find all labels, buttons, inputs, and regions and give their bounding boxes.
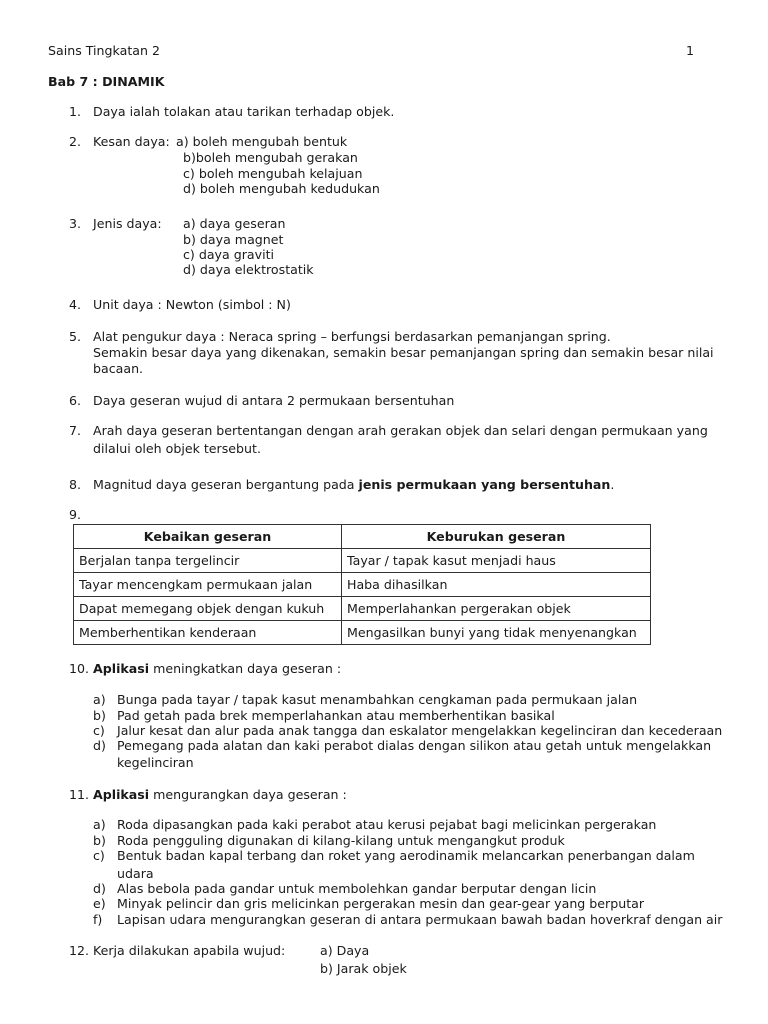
item-10-number: 10. xyxy=(69,661,90,676)
list-marker: a) xyxy=(93,692,106,707)
list-marker: b) xyxy=(93,833,106,848)
item-11-rest: mengurangkan daya geseran : xyxy=(149,787,347,802)
list-marker: c) xyxy=(93,723,105,738)
list-item: Alas bebola pada gandar untuk membolehkan gandar berputar dengan licin xyxy=(117,881,597,896)
item-10-heading xyxy=(93,661,341,677)
list-marker: a) xyxy=(93,817,106,832)
item-11-bold: Aplikasi xyxy=(93,787,150,802)
item-11-heading xyxy=(93,787,347,803)
table-row xyxy=(74,549,651,573)
item-7-number: 7. xyxy=(69,423,82,438)
item-1-text: Daya ialah tolakan atau tarikan terhadap objek. xyxy=(93,104,395,119)
table-cell: Memberhentikan kenderaan xyxy=(74,621,342,645)
item-6-text: Daya geseran wujud di antara 2 permukaan bersentuhan xyxy=(93,393,455,408)
list-item: Lapisan udara mengurangkan geseran di antara permukaan bawah badan hoverkraf dengan air xyxy=(117,912,723,927)
item-8-text xyxy=(93,477,614,493)
table-cell: Tayar / tapak kasut menjadi haus xyxy=(342,549,651,573)
list-item: Roda pengguling digunakan di kilang-kilang untuk mengangkut produk xyxy=(117,833,565,848)
item-2-option: c) boleh mengubah kelajuan xyxy=(183,166,363,181)
table-cell: Tayar mencengkam permukaan jalan xyxy=(74,573,342,597)
item-2-option: b)boleh mengubah gerakan xyxy=(183,150,358,165)
table-row xyxy=(74,573,651,597)
item-8-pre: Magnitud daya geseran bergantung pada xyxy=(93,477,359,492)
item-7-line: Arah daya geseran bertentangan dengan arah gerakan objek dan selari dengan permukaan yang xyxy=(93,423,708,438)
table-row xyxy=(74,621,651,645)
list-item-continued: udara xyxy=(117,866,154,881)
header-title: Sains Tingkatan 2 xyxy=(48,43,160,58)
item-2-option: d) boleh mengubah kedudukan xyxy=(183,181,380,196)
list-marker: d) xyxy=(93,738,106,753)
item-5-line: Semakin besar daya yang dikenakan, semakin besar pemanjangan spring dan semakin besar nilai xyxy=(93,345,714,360)
table-cell: Mengasilkan bunyi yang tidak menyenangkan xyxy=(342,621,651,645)
item-1-number: 1. xyxy=(69,104,82,119)
list-marker: e) xyxy=(93,896,106,911)
page-number: 1 xyxy=(686,43,695,58)
table-cell: Memperlahankan pergerakan objek xyxy=(342,597,651,621)
item-2-label: Kesan daya: xyxy=(93,134,170,149)
table-cell: Berjalan tanpa tergelincir xyxy=(74,549,342,573)
list-item: Bunga pada tayar / tapak kasut menambahkan cengkaman pada permukaan jalan xyxy=(117,692,638,707)
list-item: Minyak pelincir dan gris melicinkan pergerakan mesin dan gear-gear yang berputar xyxy=(117,896,645,911)
item-6-number: 6. xyxy=(69,393,82,408)
table-header-cell: Keburukan geseran xyxy=(342,525,651,549)
item-9-number: 9. xyxy=(69,507,82,522)
item-12-number: 12. xyxy=(69,943,90,958)
list-marker: d) xyxy=(93,881,106,896)
table-header-cell: Kebaikan geseran xyxy=(74,525,342,549)
list-marker: f) xyxy=(93,912,103,927)
table-header-row xyxy=(74,525,651,549)
item-3-option: d) daya elektrostatik xyxy=(183,262,314,277)
item-10-bold: Aplikasi xyxy=(93,661,150,676)
item-4-text: Unit daya : Newton (simbol : N) xyxy=(93,297,291,312)
chapter-title: Bab 7 : DINAMIK xyxy=(48,74,165,89)
item-4-number: 4. xyxy=(69,297,82,312)
friction-table xyxy=(73,524,651,645)
item-5-number: 5. xyxy=(69,329,82,344)
item-5-line: Alat pengukur daya : Neraca spring – berfungsi berdasarkan pemanjangan spring. xyxy=(93,329,611,344)
item-12-option: b) Jarak objek xyxy=(320,961,407,976)
list-item: Roda dipasangkan pada kaki perabot atau kerusi pejabat bagi melicinkan pergerakan xyxy=(117,817,657,832)
item-2-option: a) boleh mengubah bentuk xyxy=(176,134,348,149)
list-item: Pad getah pada brek memperlahankan atau memberhentikan basikal xyxy=(117,708,555,723)
item-11-number: 11. xyxy=(69,787,90,802)
item-8-post: . xyxy=(610,477,615,492)
list-marker: c) xyxy=(93,848,105,863)
list-item-continued: kegelinciran xyxy=(117,755,194,770)
table-cell: Haba dihasilkan xyxy=(342,573,651,597)
item-10-rest: meningkatkan daya geseran : xyxy=(149,661,342,676)
item-12-label: Kerja dilakukan apabila wujud: xyxy=(93,943,286,958)
item-8-bold: jenis permukaan yang bersentuhan xyxy=(358,477,611,492)
item-3-number: 3. xyxy=(69,216,82,231)
item-5-line: bacaan. xyxy=(93,361,144,376)
item-3-option: c) daya graviti xyxy=(183,247,275,262)
item-12-option: a) Daya xyxy=(320,943,370,958)
list-marker: b) xyxy=(93,708,106,723)
table-cell: Dapat memegang objek dengan kukuh xyxy=(74,597,342,621)
item-3-label: Jenis daya: xyxy=(93,216,162,231)
item-3-option: a) daya geseran xyxy=(183,216,286,231)
table-row xyxy=(74,597,651,621)
item-8-number: 8. xyxy=(69,477,82,492)
list-item: Bentuk badan kapal terbang dan roket yang aerodinamik melancarkan penerbangan dalam xyxy=(117,848,695,863)
item-2-number: 2. xyxy=(69,134,82,149)
list-item: Pemegang pada alatan dan kaki perabot dialas dengan silikon atau getah untuk mengelakkan xyxy=(117,738,712,753)
item-7-line: dilalui oleh objek tersebut. xyxy=(93,441,261,456)
item-3-option: b) daya magnet xyxy=(183,232,284,247)
list-item: Jalur kesat dan alur pada anak tangga dan eskalator mengelakkan kegelinciran dan kecederaan xyxy=(117,723,723,738)
